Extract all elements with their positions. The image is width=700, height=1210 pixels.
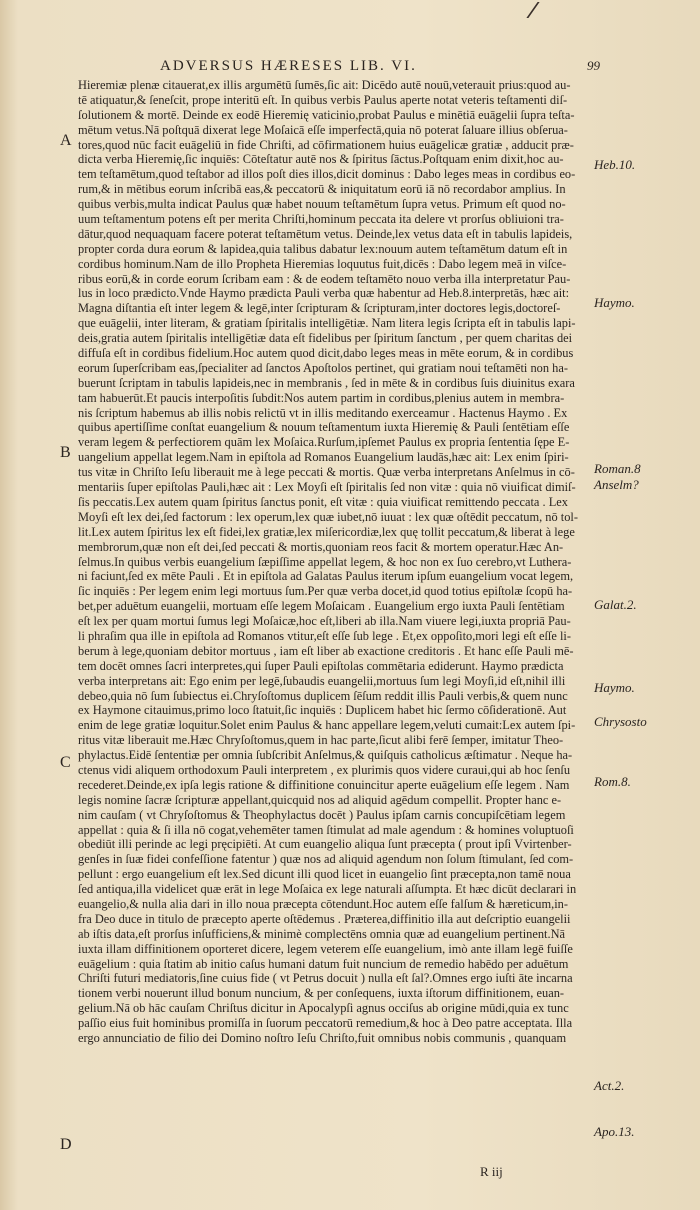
text-line: veram legem & perfectiorem quām lex Moſaica.Rurſum,ipſemet Paulus ex propria ſententia ſępe E- [78, 435, 570, 450]
text-line: Chriſti futuri mediatoris,ſine cuius fide ( vt Petrus docuit ) nulla eſt ſal?.Omnes ergo iuſti āte incarna [78, 971, 573, 986]
text-line: uangelium appellat legem.Nam in epiſtola ad Romanos Euangelium laudās,hæc ait: Lex enim ſpiri- [78, 450, 569, 465]
signature-mark: R iij [480, 1164, 503, 1179]
text-line: ex Haymone citauimus,primo loco ſtatuit,ſic inquiēs : Duplicem habet hic ſermo cōſiderationē. Aut [78, 703, 567, 718]
margin-note-haymo: Haymo. [594, 295, 635, 310]
text-line: ſic inquiēs : Per legem enim legi mortuus ſum.Per quæ verba docet,id quod totius epiſtolæ ſcopū ha- [78, 584, 573, 599]
margin-note-roman: Roman.8 [594, 461, 641, 476]
text-line: ribus eorū,& in corde eorum ſcribam eam : & de eodem teſtamēto nouo verba illa interpretatur Pau- [78, 271, 571, 286]
margin-note-anselm: Anselm? [594, 477, 639, 492]
text-line: ni faciunt,ſed ex mēte Pauli . Et in epiſtola ad Galatas Paulus iterum ipſum euangelium vocat legem, [78, 569, 574, 584]
text-line: eſt lex per quam mortui ſumus legi Moſaicæ,hoc eſt,liberi ab illa.Nam viuere legi,iuxta propriā Pau- [78, 614, 571, 629]
margin-note-rom: Rom.8. [594, 774, 631, 789]
text-line: diffuſa eſt in cordibus fidelium.Hoc autem quod dicit,dabo leges meas in mēte eorum, & in cordibus [78, 346, 574, 361]
section-letter-b: B [60, 444, 71, 461]
text-line: quibus apertiſſime conſtat euangelium & nouum teſtamentum iuxta Hieremię & Pauli ſentētiam eſſe [78, 420, 570, 435]
body-text [78, 78, 592, 1061]
section-letter-c: C [60, 754, 71, 771]
text-line: lus in loco prædicto.Vnde Haymo prædicta Pauli verba quæ habentur ad Heb.8.interpretās, hæc ait: [78, 286, 570, 301]
text-line [78, 1046, 592, 1061]
margin-note-act: Act.2. [594, 1078, 625, 1093]
text-line: appellat : quia & ſi illa nō cogat,vehemēter tamen ſtimulat ad male agendum : & homines voluptuoſi [78, 822, 574, 837]
text-line: ſed antiqua,illa videlicet quæ erāt in lege Moſaica ex lege naturali aſſumpta. Et hæc dicūt declarari in [78, 882, 577, 897]
text-line: lit.Lex autem ſpiritus lex eſt fidei,lex gratiæ,lex miſericordiæ,lex quę tollit peccatum,& liberat à lege [78, 524, 575, 539]
text-line: recederet.Deinde,ex ipſa legis ratione & diffinitione conuincitur aperte euāgelium eſſe legem . Nam [78, 777, 570, 792]
text-line: que euāgelii, inter literam, & gratiam ſpiritalis intelligētiæ. Nam litera legis ſcripta eſt in tabulis lapi- [78, 316, 576, 331]
text-line: ſis peccatis.Lex autem quam ſpiritus ſanctus ponit, eſt vitæ : quia viuificat remittendo peccata . Lex [78, 494, 568, 509]
text-line: dicta verba Hieremię,ſic inquiēs: Cōteſtatur autē nos & ſpiritus ſāctus.Poſtquam enim dixit,hoc au- [78, 152, 564, 167]
text-line: tem teſtamētum,quod teſtabor ad illos poſt dies illos,dicit dominus : Dabo leges meas in cordibus eo- [78, 167, 576, 182]
text-line: tus vitæ in Chriſto Ieſu liberauit me à lege peccati & mortis. Quæ verba interpretans Anſelmus in cō- [78, 465, 575, 480]
text-line: mētum vetus.Nā poſtquā dixerat lege Moſaicā eſſe imperfectā,quia nō poterat ſaluare illius obſerua- [78, 122, 568, 137]
text-line: legis nomine ſacræ ſcripturæ appellant,quicquid nos ad aliquid agēdum compellit. Propter hanc e- [78, 792, 562, 807]
text-line: Magna diſtantia eſt inter legem & legē,inter ſcripturam & ſcripturam,inter doctores legis,doctoreſ- [78, 301, 561, 316]
section-letter-a: A [60, 132, 72, 149]
running-title: ADVERSUS HÆRESES LIB. VI. [160, 58, 417, 74]
text-line: verba interpretans ait: Ego enim per legē,ſubaudis euangelii,mortuus ſum legi Moyſi,id eſt,nihil illi [78, 673, 566, 688]
text-line: tionem verbi nouerunt illud bonum nuncium, & per conſequens, iuxta iſtorum diffinitionem, euan- [78, 986, 565, 1001]
margin-note-apo: Apo.13. [594, 1124, 635, 1139]
text-line: uum teſtamentum potens eſt per merita Chriſti,hominum peccata ita delere vt prorſus obliuioni tra- [78, 212, 564, 227]
text-line: propter corda dura eorum & lapidea,quia talibus dabatur lex:nouum autem teſtamētum datum eſt in [78, 241, 568, 256]
text-line: ab iſtis data,eſt prorſus inſufficiens,& minimè complectēns omnia quæ ad euangelium pertinent.Nā [78, 926, 566, 941]
text-line: tores,quod nūc facit euāgeliū in fide Chriſti, ad cōfirmationem huius euāgelicæ gratiæ , adducit præ- [78, 137, 574, 152]
text-line: pellunt : ergo euangelium eſt lex.Sed dicunt illi quod licet in euangelio ſint præcepta,non tamē noua [78, 867, 571, 882]
text-line: euangelio,& nulla alia dari in illo noua præcepta cōtendunt.Hoc autem eſſe falſum & hæreticum,in- [78, 896, 568, 911]
text-line: dātur,quod nequaquam facere poterat teſtamētum vetus. Deinde,lex vetus data eſt in tabulis lapideis, [78, 226, 573, 241]
margin-note-galat: Galat.2. [594, 597, 637, 612]
corner-fold-mark [514, 2, 539, 18]
text-line: berum à lege,quoniam debitor mortuus , iam eſt liber ab exactione creditoris . Et hanc eſſe Pauli mē- [78, 643, 574, 658]
margin-note-heb: Heb.10. [594, 157, 636, 172]
text-line: Moyſi eſt lex dei,ſed factorum : lex operum,lex quæ iubet,nō iuuat : lex quæ oſtēdit peccatum, nō tol- [78, 509, 578, 524]
margin-note-chrysostom: Chrysosto [594, 714, 647, 729]
text-line: deis,gratia autem ſpiritalis intelligētiæ data eſt fidelibus per ſpiritum ſanctum , per quem charitas dei [78, 331, 573, 346]
text-line: tem docēt omnes ſacri interpretes,qui ſuper Pauli epiſtolas commētaria ediderunt. Haymo prædicta [78, 658, 564, 673]
text-line: buerunt ſcriptam in tabulis lapideis,nec in membranis , ſed in mēte & in cordibus ſuis diuinitus exara [78, 375, 575, 390]
text-line: euāgelium : quia ſtatim ab initio caſus humani datum fuit nuncium de remedio habēdo per aduētum [78, 956, 569, 971]
text-line: mentariis ſuper epiſtolas Pauli,hæc ait : Lex Moyſi eſt ſpiritalis ſed non vitæ : quia nō viuificat dimiſ- [78, 480, 576, 495]
text-line: paſſio eius fuit hominibus promiſſa in ſuorum peccatorū remedium,& hoc à Deo patre acceptata. Illa [78, 1016, 573, 1031]
text-line: ergo annunciatio de filio dei Domino noſtro Ieſu Chriſto,fuit omnibus nobis communis , quanquam [78, 1031, 567, 1045]
text-line: ritus vitæ liberauit me.Hæc Chryſoſtomus,quem in hac parte,ſicut alibi ferē ſemper, imitatur Theo- [78, 733, 564, 748]
text-line: quibus verbis,multa indicat Paulus quæ habet nouum teſtamētum ſupra vetus. Primum eſt quod no- [78, 197, 566, 212]
text-line: Hieremiæ plenæ citauerat,ex illis argumētū ſumēs,ſic ait: Dicēdo autē nouū,veterauit prius:quod au- [78, 78, 571, 92]
text-line: genſes in ſuæ fidei confeſſione fatentur ) quæ nos ad aliquid agendum non ſolum ſtimulant, ſed com- [78, 852, 574, 867]
text-line: rum,& in mētibus eorum inſcribā eas,& peccatorū & iniquitatum eorū iā nō recordabor amplius. In [78, 182, 566, 197]
page-number: 99 [587, 58, 600, 73]
section-letter-d: D [60, 1136, 72, 1153]
text-line: obediūt illi perinde ac legi pręcipiēti. At cum euangelio aliqua ſunt præcepta ( prout ipſi Vvirtenber- [78, 837, 572, 852]
text-line: ctenus vidi aliquem orthodoxum Pauli interpretem , ex plurimis quos videre curaui,qui ab hoc ſenſu [78, 762, 571, 777]
text-line: eorum ſuperſcribam eas,ſpecialiter ad ſanctos Apoſtolos pertinet, qui gratiam noui teſtamēti non ha- [78, 360, 568, 375]
text-line: membrorum,quæ non eſt dei,ſed peccati & mortis,quoniam reos facit & mortem operatur.Hæc An- [78, 539, 564, 554]
text-line: nim cauſam ( vt Chryſoſtomus & Theophylactus docēt ) Paulus ipſam carnis concupiſcētiam legem [78, 807, 566, 822]
text-line: li phraſim qua ille in epiſtola ad Romanos vtitur,eſt eſſe ſub lege . Et,ex oppoſito,mori legi eſt eſſe li- [78, 628, 571, 643]
text-line: bet,per aduētum euangelii, mortuam eſſe legem Moſaicam . Euangelium ergo iuxta Pauli ſentētiam [78, 599, 565, 614]
text-line: tam habuerūt.Et paucis interpoſitis ſubdit:Nos autem partim in cordibus,plenius autem in membra- [78, 390, 565, 405]
text-line: phylactus.Eidē ſententiæ per omnia ſubſcribit Anſelmus,& quiſquis catholicus æſtimatur . Neque ha- [78, 748, 573, 763]
text-line: tē atiquatur,& ſeneſcit, prope interitū eſt. In quibus verbis Paulus aperte notat veteris teſtamenti diſ- [78, 92, 568, 107]
text-line: debeo,quia nō ſum ſubiectus ei.Chryſoſtomus duplicem ſēſum reddit illis Pauli verbis,& quem nunc [78, 688, 568, 703]
text-line: enim de lege gratiæ loquitur.Solet enim Paulus & hanc appellare legem,veluti cumait:Lex autem ſpi- [78, 718, 576, 733]
text-line: fra Deo duce in titulo de præcepto aperte oſtēdemus . Præterea,diffinitio illa aut deſcriptio euangelii [78, 911, 571, 926]
text-line: ſolutionem & mortē. Deinde ex eodē Hieremię vaticinio,probat Paulus e minētiā euāgelii ſupra teſta- [78, 107, 575, 122]
text-line: cordibus hominum.Nam de illo Propheta Hieremias loquutus fuit,dicēs : Dabo legem meā in viſce- [78, 256, 567, 271]
text-line: gelium.Nā ob hāc cauſam Chriſtus dicitur in Apocalypſi agnus occiſus ab origine mūdi,quia ex tunc [78, 1001, 569, 1016]
text-line: nis ſcriptum habemus ab illis nobis relictū vt in illis meditando exerceamur . Hactenus Haymo . Ex [78, 405, 568, 420]
text-line: iuxta illam diffinitionem oporteret dicere, legem veterem eſſe euangelium, imò ante illam legē fuiſſe [78, 941, 573, 956]
margin-note-haymo-2: Haymo. [594, 680, 635, 695]
text-line: ſelmus.In quibus verbis euangelium ſæpiſſime appellat legem, & hoc non ex ſuo cerebro,vt Luthera- [78, 554, 572, 569]
